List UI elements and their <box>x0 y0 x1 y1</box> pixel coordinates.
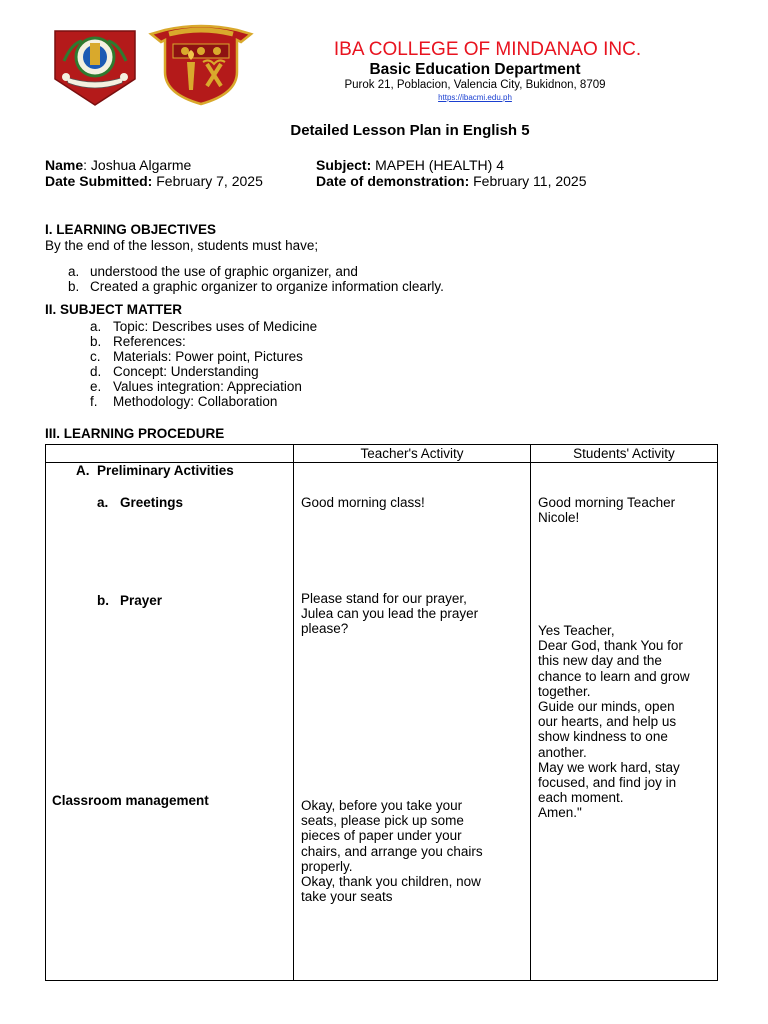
prayer-letter: b. <box>97 593 109 608</box>
subject-matter-item: Methodology: Collaboration <box>113 394 278 409</box>
greetings-students-text: Good morning Teacher Nicole! <box>538 495 676 526</box>
date-submitted-field <box>45 173 263 189</box>
greetings-letter: a. <box>97 495 109 510</box>
greetings-teacher-text: Good morning class! <box>301 495 425 510</box>
subject-matter-item: Concept: Understanding <box>113 364 259 379</box>
date-demonstration-value: February 11, 2025 <box>469 173 587 189</box>
prayer-label: Prayer <box>120 593 163 608</box>
subject-matter-item: Topic: Describes uses of Medicine <box>113 319 318 334</box>
name-field <box>45 157 191 173</box>
activity-cell <box>46 463 294 981</box>
objective-item: understood the use of graphic organizer, and <box>90 264 358 279</box>
teacher-activity-header: Teacher's Activity <box>294 445 531 463</box>
subject-label: Subject: <box>316 157 372 173</box>
subject-matter-item: References: <box>113 334 186 349</box>
prayer-students-text: Yes Teacher, Dear God, thank You for this new day and the chance to learn and grow together. Guide our minds, open our hearts, and help us show kindness to one another. May we work hard, stay focused, and find joy in each moment. Amen." <box>538 623 690 821</box>
greetings-label: Greetings <box>120 495 184 510</box>
name-value: : Joshua Algarme <box>83 157 192 173</box>
document-title: Detailed Lesson Plan in English 5 <box>290 122 530 139</box>
school-logo-right <box>145 24 257 106</box>
subject-matter-letter: b. <box>90 334 102 349</box>
objectives-intro: By the end of the lesson, students must have; <box>45 238 319 253</box>
header-cell-empty <box>46 445 294 463</box>
subject-field <box>316 157 504 173</box>
subject-value: MAPEH (HEALTH) 4 <box>371 157 504 173</box>
subject-matter-letter: d. <box>90 364 102 379</box>
date-submitted-value: February 7, 2025 <box>152 173 263 189</box>
school-logo-left <box>52 27 138 107</box>
school-name: IBA COLLEGE OF MINDANAO INC. <box>333 39 642 60</box>
teacher-activity-cell <box>294 463 531 981</box>
subject-matter-letter: a. <box>90 319 102 334</box>
subject-matter-item: Materials: Power point, Pictures <box>113 349 303 364</box>
classroom-management-label: Classroom management <box>52 793 209 808</box>
subject-matter-heading: II. SUBJECT MATTER <box>45 302 183 317</box>
department-name: Basic Education Department <box>369 61 581 78</box>
subject-matter-letter: e. <box>90 379 102 394</box>
students-activity-header: Students' Activity <box>531 445 718 463</box>
classroom-teacher-text: Okay, before you take your seats, please pick up some pieces of paper under your chairs, and arrange you chairs properly. Okay, thank you children, now take your seats <box>301 798 483 905</box>
objectives-heading: I. LEARNING OBJECTIVES <box>45 222 217 237</box>
date-demonstration-label: Date of demonstration: <box>316 173 470 189</box>
date-demonstration-field <box>316 173 587 189</box>
preliminary-activities: Preliminary Activities <box>97 463 234 478</box>
subject-matter-letter: c. <box>90 349 101 364</box>
objective-letter: b. <box>68 279 80 294</box>
procedure-heading: III. LEARNING PROCEDURE <box>45 426 225 441</box>
objective-item: Created a graphic organizer to organize information clearly. <box>90 279 444 294</box>
date-submitted-label: Date Submitted: <box>45 173 153 189</box>
subject-matter-item: Values integration: Appreciation <box>113 379 302 394</box>
preliminary-letter: A. <box>76 463 90 478</box>
procedure-table <box>45 444 718 981</box>
school-website-link[interactable]: https://ibacmi.edu.ph <box>438 93 512 102</box>
students-activity-cell <box>531 463 718 981</box>
name-label: Name <box>45 157 84 173</box>
prayer-teacher-text: Please stand for our prayer, Julea can you lead the prayer please? <box>301 591 479 637</box>
school-address: Purok 21, Poblacion, Valencia City, Bukidnon, 8709 <box>344 79 606 91</box>
objective-letter: a. <box>68 264 80 279</box>
subject-matter-letter: f. <box>90 394 98 409</box>
